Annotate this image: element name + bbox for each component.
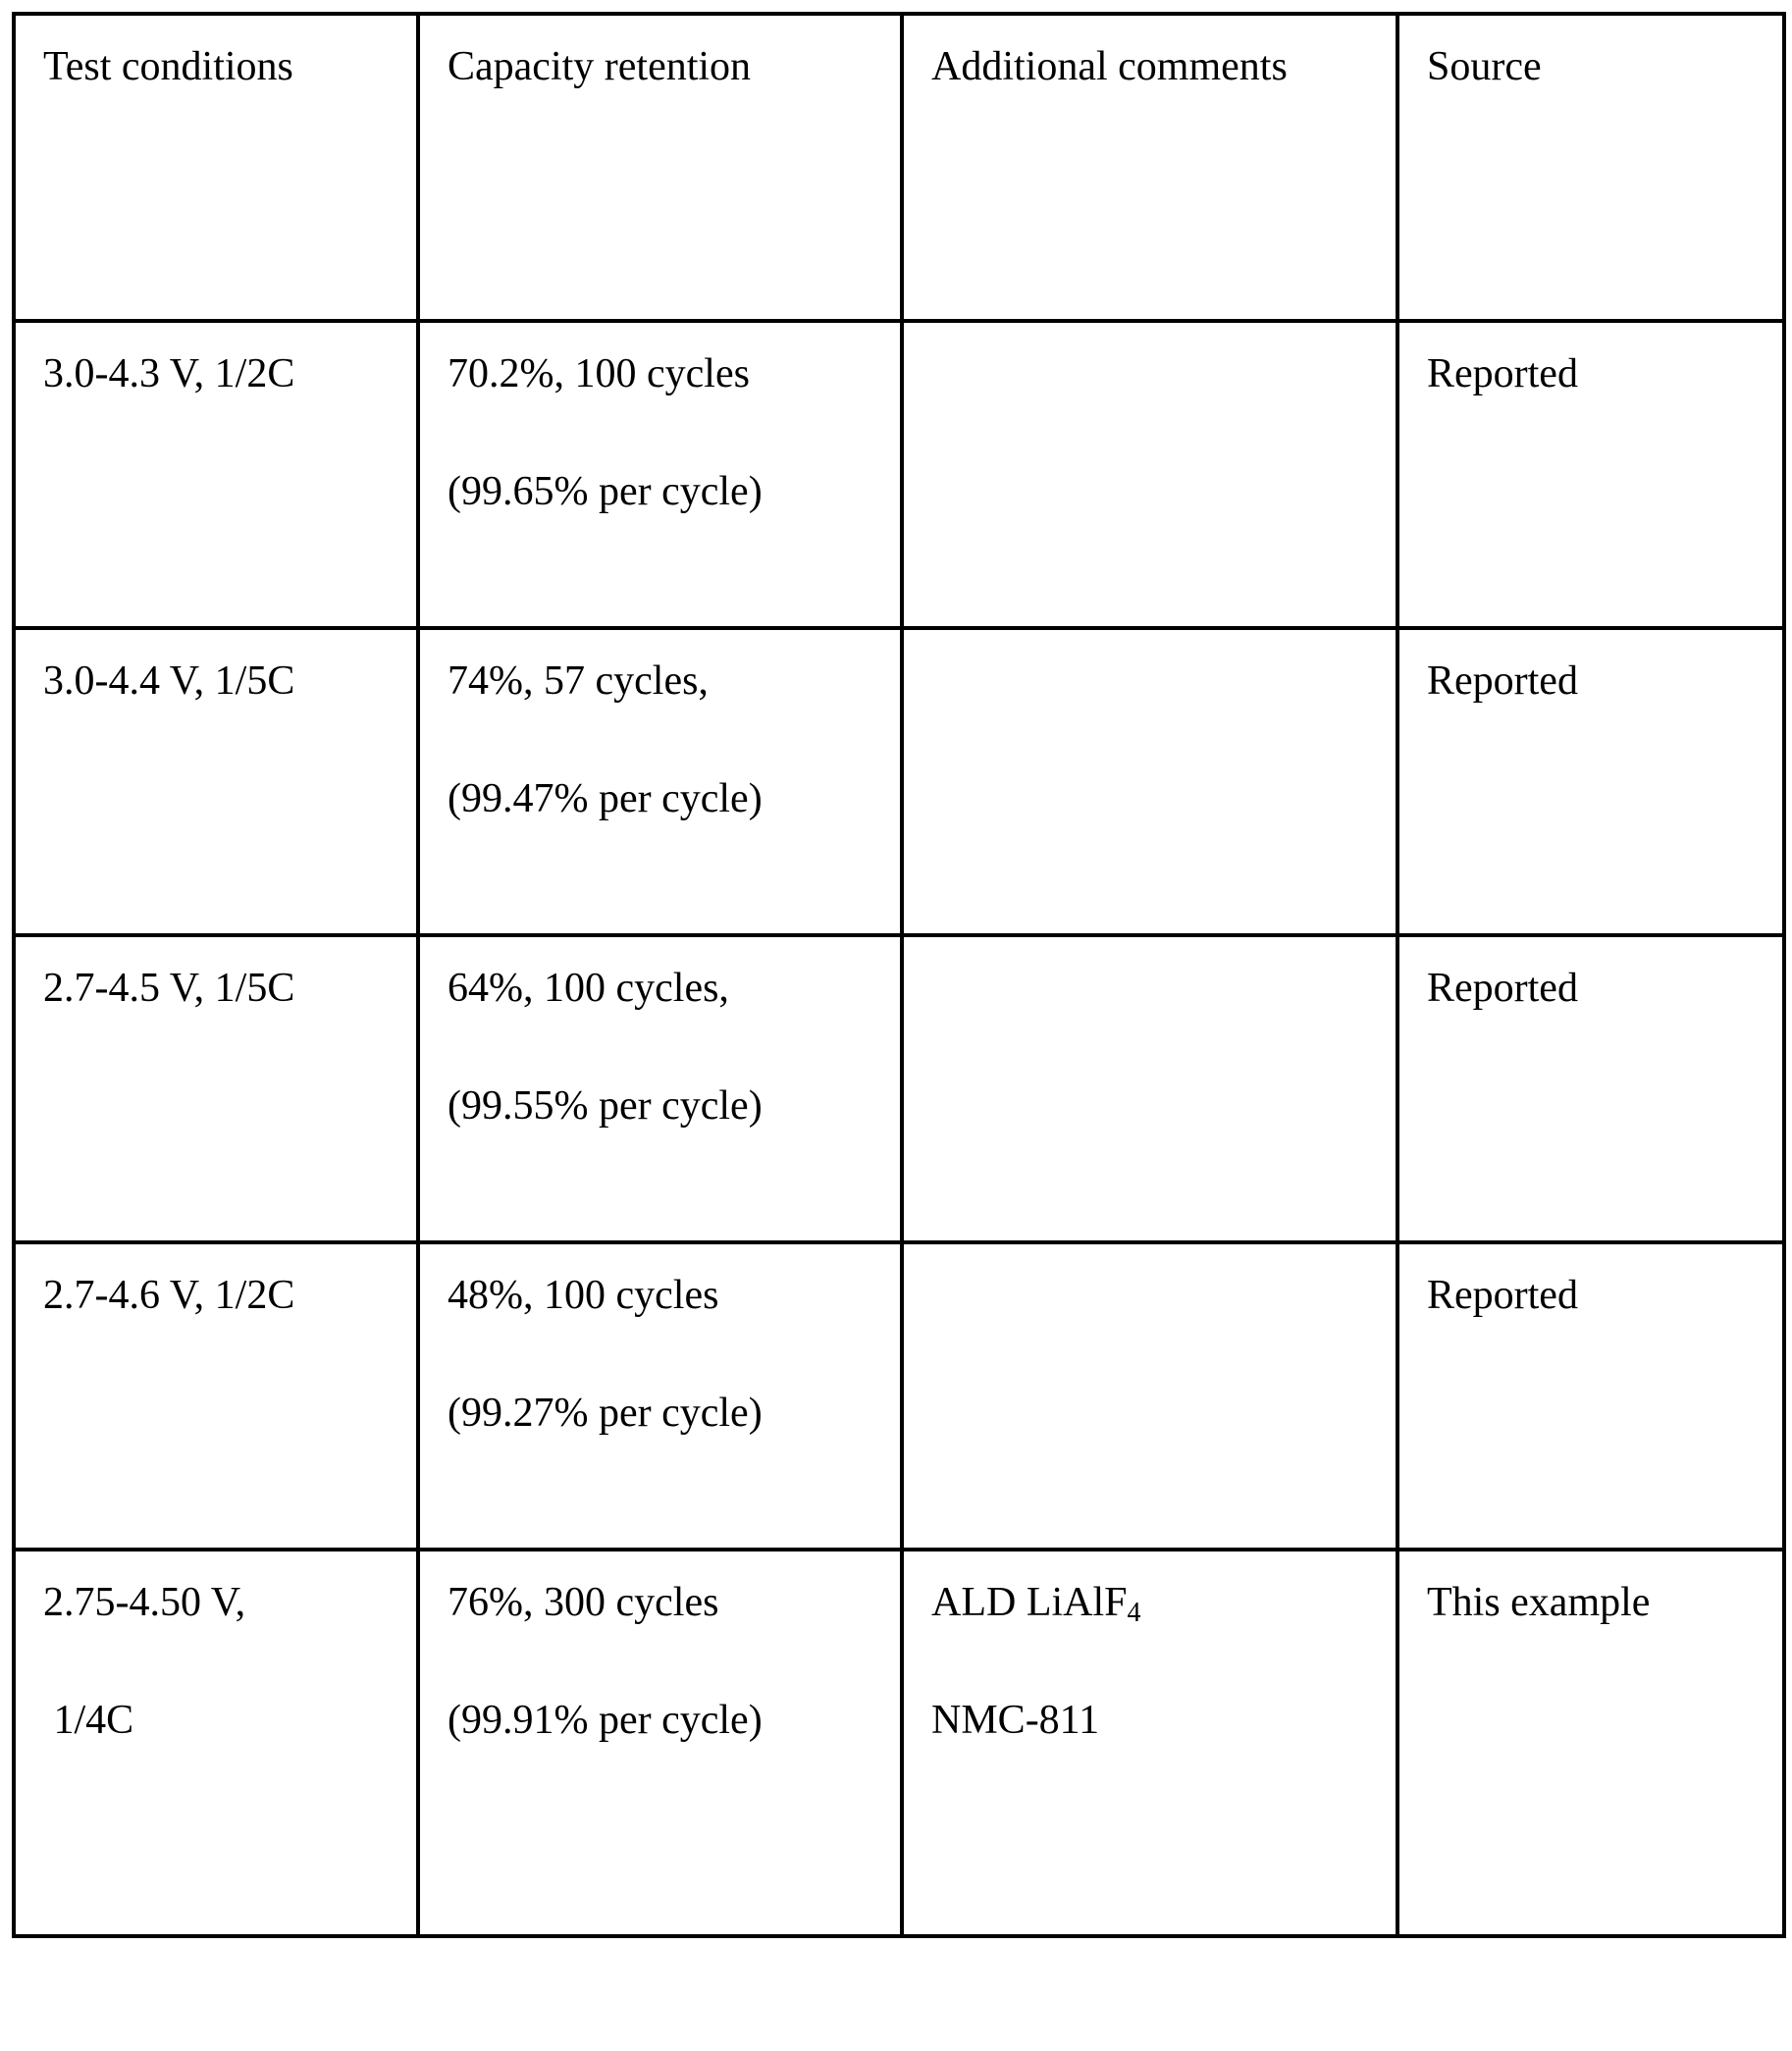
retention-cell: [418, 321, 902, 628]
table-row: [14, 1550, 1784, 1936]
cell-text: This example: [1427, 1544, 1782, 1661]
cell-text: 2.7-4.5 V, 1/5C: [43, 929, 416, 1047]
table-row: [14, 628, 1784, 935]
table-row: [14, 1242, 1784, 1550]
source-cell: [1397, 628, 1784, 935]
header-additional-comments: Additional comments: [931, 8, 1396, 126]
comments-cell: [902, 321, 1397, 628]
cell-text: (99.47% per cycle): [448, 740, 900, 858]
comments-cell: [902, 628, 1397, 935]
conditions-cell: [14, 1242, 418, 1550]
retention-cell: [418, 628, 902, 935]
cell-text: NMC-811: [931, 1661, 1396, 1779]
header-cell: [14, 14, 418, 321]
cell-text: Reported: [1427, 315, 1782, 433]
cell-text: (99.91% per cycle): [448, 1661, 900, 1779]
capacity-retention-table: [12, 12, 1786, 1938]
cell-text: Reported: [1427, 929, 1782, 1047]
comments-cell: [902, 1550, 1397, 1936]
conditions-cell: [14, 628, 418, 935]
header-source: Source: [1427, 8, 1782, 126]
cell-text: 2.7-4.6 V, 1/2C: [43, 1236, 416, 1354]
comments-cell: [902, 1242, 1397, 1550]
cell-text: 1/4C: [43, 1661, 416, 1779]
cell-text: Reported: [1427, 622, 1782, 740]
comments-cell: [902, 935, 1397, 1242]
cell-text: 48%, 100 cycles: [448, 1236, 900, 1354]
retention-cell: [418, 1242, 902, 1550]
source-cell: [1397, 935, 1784, 1242]
header-cell: [1397, 14, 1784, 321]
source-cell: [1397, 1550, 1784, 1936]
cell-text: (99.27% per cycle): [448, 1354, 900, 1472]
header-row: [14, 14, 1784, 321]
cell-text: (99.65% per cycle): [448, 433, 900, 551]
conditions-cell: [14, 321, 418, 628]
cell-text: [931, 1544, 1396, 1661]
source-cell: [1397, 321, 1784, 628]
cell-text: Reported: [1427, 1236, 1782, 1354]
cell-text: 74%, 57 cycles,: [448, 622, 900, 740]
header-test-conditions: Test conditions: [43, 8, 416, 126]
cell-text: 2.75-4.50 V,: [43, 1544, 416, 1661]
cell-text: 70.2%, 100 cycles: [448, 315, 900, 433]
header-cell: [902, 14, 1397, 321]
source-cell: [1397, 1242, 1784, 1550]
conditions-cell: [14, 935, 418, 1242]
retention-cell: [418, 1550, 902, 1936]
cell-text: 64%, 100 cycles,: [448, 929, 900, 1047]
formula-text: ALD LiAlF: [931, 1580, 1128, 1625]
cell-text: 3.0-4.3 V, 1/2C: [43, 315, 416, 433]
header-cell: [418, 14, 902, 321]
table-row: [14, 321, 1784, 628]
conditions-cell: [14, 1550, 418, 1936]
cell-text: (99.55% per cycle): [448, 1047, 900, 1165]
cell-text: 76%, 300 cycles: [448, 1544, 900, 1661]
table-row: [14, 935, 1784, 1242]
retention-cell: [418, 935, 902, 1242]
formula-subscript: 4: [1128, 1598, 1141, 1628]
header-capacity-retention: Capacity retention: [448, 8, 900, 126]
cell-text: 3.0-4.4 V, 1/5C: [43, 622, 416, 740]
